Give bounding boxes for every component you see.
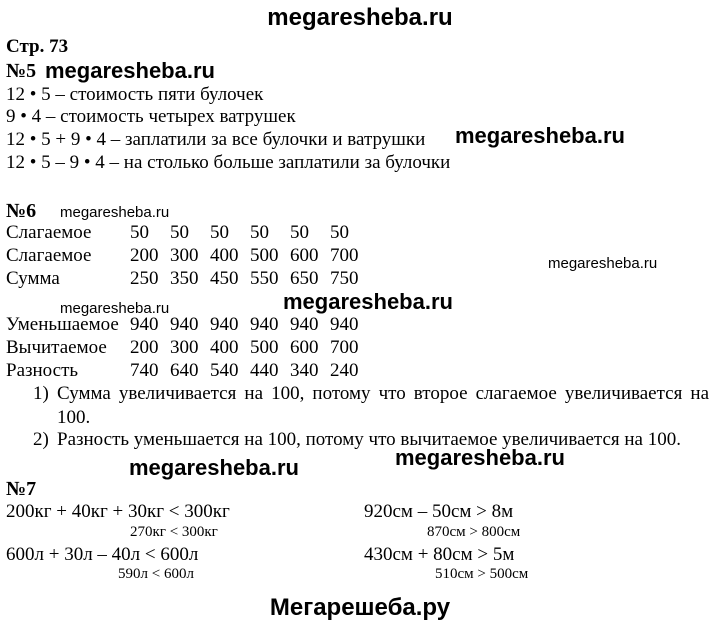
row-label: Вычитаемое [6,337,107,358]
table-row [6,336,370,359]
table-row [6,267,370,290]
inequality-expression: 200кг + 40кг + 30кг < 300кг [6,501,230,522]
task5-line: 12 • 5 – стоимость пяти булочек [6,84,264,105]
table-cell: 300 [170,245,199,266]
table-cell: 650 [290,268,319,289]
inequality-result: 510см > 500см [435,566,529,582]
table-cell: 250 [130,268,159,289]
table-cell: 340 [290,360,319,381]
item-text: Разность уменьшается на 100, потому что вычитаемое увеличивается на 100. [57,429,681,450]
table-cell: 240 [330,360,359,381]
item-number: 1) [33,383,49,404]
inequality-expression: 600л + 30л – 40л < 600л [6,544,199,565]
table-cell: 700 [330,245,359,266]
table-cell: 500 [250,245,279,266]
watermark-inline: megaresheba.ru [283,289,453,314]
difference-table [6,313,370,382]
row-label: Слагаемое [6,245,92,266]
table-row [6,244,370,267]
table-cell: 940 [210,314,239,335]
table-cell: 400 [210,337,239,358]
table-cell: 50 [330,222,349,243]
explanation-item [33,382,709,430]
row-label: Уменьшаемое [6,314,119,335]
table-cell: 940 [250,314,279,335]
table-cell: 500 [250,337,279,358]
watermark-small: megaresheba.ru [548,255,658,272]
task6-number: №6 [6,200,37,222]
table-row [6,221,370,244]
table-row [6,313,370,336]
task5-line: 12 • 5 + 9 • 4 – заплатили за все булочки и ватрушки [6,129,426,150]
table-cell: 440 [250,360,279,381]
inequality-result: 270кг < 300кг [130,524,218,540]
table-cell: 540 [210,360,239,381]
table-cell: 600 [290,337,319,358]
table-cell: 50 [250,222,269,243]
watermark-inline: megaresheba.ru [455,123,625,148]
site-watermark-top: megaresheba.ru [267,4,453,31]
watermark-inline: megaresheba.ru [45,58,215,83]
task7-number: №7 [6,478,37,500]
table-cell: 600 [290,245,319,266]
sum-table [6,221,370,290]
task5-line: 9 • 4 – стоимость четырех ватрушек [6,106,296,127]
footer-brand: Мегарешеба.ру [269,594,451,621]
table-cell: 350 [170,268,199,289]
inequality-expression: 430см + 80см > 5м [364,544,515,565]
watermark-inline: megaresheba.ru [395,445,565,470]
table-cell: 50 [290,222,309,243]
table-cell: 940 [290,314,319,335]
table-cell: 50 [170,222,189,243]
table-cell: 940 [330,314,359,335]
item-number: 2) [33,429,49,450]
table-cell: 50 [210,222,229,243]
watermark-inline: megaresheba.ru [129,455,299,480]
item-text: Сумма увеличивается на 100, потому что второе слагаемое увеличивается на 100. [57,383,709,428]
table-cell: 300 [170,337,199,358]
explanation-item [33,428,709,452]
table-cell: 550 [250,268,279,289]
table-cell: 200 [130,337,159,358]
table-cell: 700 [330,337,359,358]
watermark-small: megaresheba.ru [60,204,170,221]
table-cell: 750 [330,268,359,289]
table-cell: 450 [210,268,239,289]
table-cell: 940 [130,314,159,335]
table-cell: 50 [130,222,149,243]
table-cell: 400 [210,245,239,266]
row-label: Разность [6,360,79,381]
watermark-small: megaresheba.ru [60,300,170,317]
table-cell: 200 [130,245,159,266]
table-cell: 740 [130,360,159,381]
task5-line: 12 • 5 – 9 • 4 – на столько больше заплатили за булочки [6,152,451,173]
table-row [6,359,370,382]
inequality-expression: 920см – 50см > 8м [364,501,514,522]
table-cell: 940 [170,314,199,335]
inequality-result: 590л < 600л [118,566,194,582]
table-cell: 640 [170,360,199,381]
row-label: Слагаемое [6,222,92,243]
page-header: Стр. 73 [6,36,69,57]
inequality-result: 870см > 800см [427,524,521,540]
row-label: Сумма [6,268,60,289]
task5-number: №5 [6,60,37,82]
